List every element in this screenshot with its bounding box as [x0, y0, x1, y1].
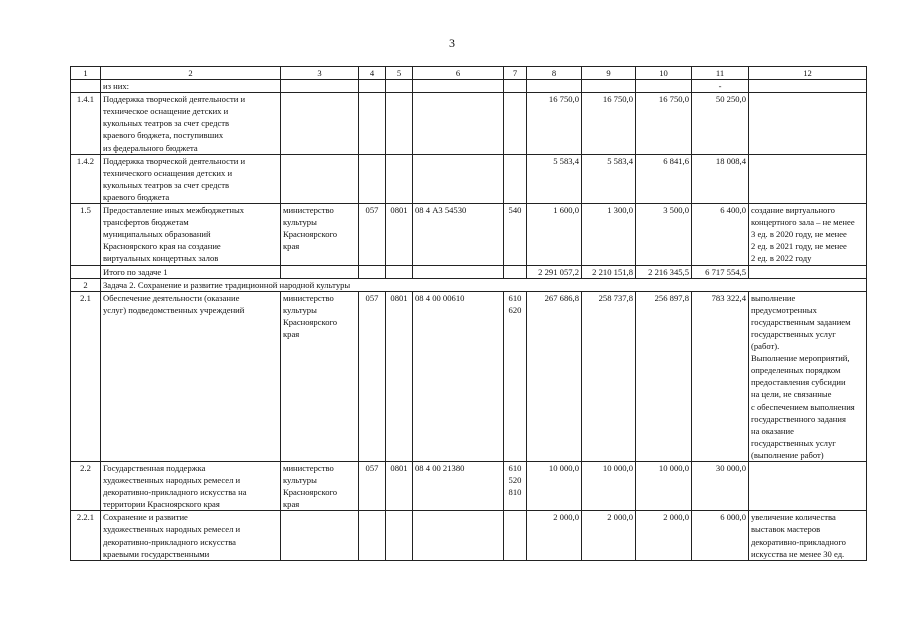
value-2022: 10 000,0: [636, 462, 692, 511]
value-total: 50 250,0: [692, 93, 749, 154]
value-2022: 256 897,8: [636, 291, 692, 461]
table-row: [71, 204, 867, 265]
value-total: 6 717 554,5: [692, 265, 749, 278]
row-name: Предоставление иных межбюджетных трансфертов бюджетам муниципальных образований Красноярского края на создание виртуальных концертных залов: [101, 204, 281, 265]
expected-result: увеличение количества выставок мастеров декоративно-прикладного искусства не менее 30 ед.: [749, 511, 867, 560]
value-2020: 2 000,0: [527, 511, 582, 560]
value-2021: 5 583,4: [582, 154, 636, 203]
row-name: Итого по задаче 1: [101, 265, 281, 278]
budget-table: [70, 66, 867, 561]
page-number: 3: [449, 36, 455, 50]
value-total: 6 400,0: [692, 204, 749, 265]
row-number: 2: [71, 278, 101, 291]
row-number: 2.2: [71, 462, 101, 511]
row-name: Поддержка творческой деятельности и технического оснащения детских и кукольных театров за счет средств краевого бюджета: [101, 154, 281, 203]
row-number: 1.4.2: [71, 154, 101, 203]
value-2021: 258 737,8: [582, 291, 636, 461]
value-2021: 16 750,0: [582, 93, 636, 154]
value-2020: 16 750,0: [527, 93, 582, 154]
value-2022: 3 500,0: [636, 204, 692, 265]
value-total: 18 008,4: [692, 154, 749, 203]
header-cell: 5: [386, 67, 413, 80]
ministry: министерство культуры Красноярского края: [281, 462, 359, 511]
ministry: министерство культуры Красноярского края: [281, 291, 359, 461]
row-number: 1.4.1: [71, 93, 101, 154]
value-2021: 2 210 151,8: [582, 265, 636, 278]
header-cell: 12: [749, 67, 867, 80]
expense-type: 610 620: [504, 291, 527, 461]
row-number: 2.2.1: [71, 511, 101, 560]
header-cell: 9: [582, 67, 636, 80]
value-2022: 16 750,0: [636, 93, 692, 154]
row-name: Поддержка творческой деятельности и техническое оснащение детских и кукольных театров за счет средств краевого бюджета, поступивших из федерального бюджета: [101, 93, 281, 154]
table-row: [71, 80, 867, 93]
grbs-code: 057: [359, 204, 386, 265]
header-cell: 3: [281, 67, 359, 80]
header-row: [71, 67, 867, 80]
section-code: 0801: [386, 204, 413, 265]
row-number: 1.5: [71, 204, 101, 265]
table-row: [71, 291, 867, 461]
header-cell: 2: [101, 67, 281, 80]
target-code: 08 4 00 21380: [413, 462, 504, 511]
row-name: Государственная поддержка художественных народных ремесел и декоративно-прикладного искусства на территории Красноярского края: [101, 462, 281, 511]
grbs-code: 057: [359, 462, 386, 511]
ministry: министерство культуры Красноярского края: [281, 204, 359, 265]
value-total: 783 322,4: [692, 291, 749, 461]
section-heading: Задача 2. Сохранение и развитие традиционной народной культуры: [101, 278, 867, 291]
row-number: 2.1: [71, 291, 101, 461]
header-cell: 4: [359, 67, 386, 80]
table-row: [71, 154, 867, 203]
grbs-code: 057: [359, 291, 386, 461]
row-name: Сохранение и развитие художественных народных ремесел и декоративно-прикладного искусства краевыми государственными: [101, 511, 281, 560]
target-code: 08 4 00 00610: [413, 291, 504, 461]
row-name: из них:: [101, 80, 281, 93]
row-name: Обеспечение деятельности (оказание услуг) подведомственных учреждений: [101, 291, 281, 461]
table-row: [71, 278, 867, 291]
expense-type: 610 520 810: [504, 462, 527, 511]
dash-cell: -: [692, 80, 749, 93]
section-code: 0801: [386, 462, 413, 511]
value-total: 6 000,0: [692, 511, 749, 560]
value-2021: 1 300,0: [582, 204, 636, 265]
header-cell: 11: [692, 67, 749, 80]
expected-result: создание виртуального концертного зала – не менее 3 ед. в 2020 году, не менее 2 ед. в 2021 году, не менее 2 ед. в 2022 году: [749, 204, 867, 265]
value-2021: 10 000,0: [582, 462, 636, 511]
target-code: 08 4 А3 54530: [413, 204, 504, 265]
expense-type: 540: [504, 204, 527, 265]
value-2021: 2 000,0: [582, 511, 636, 560]
header-cell: 6: [413, 67, 504, 80]
header-cell: 8: [527, 67, 582, 80]
header-cell: 10: [636, 67, 692, 80]
value-2020: 267 686,8: [527, 291, 582, 461]
value-2022: 2 216 345,5: [636, 265, 692, 278]
table-row: [71, 511, 867, 560]
header-cell: 1: [71, 67, 101, 80]
value-2020: 10 000,0: [527, 462, 582, 511]
value-2020: 5 583,4: [527, 154, 582, 203]
value-2022: 6 841,6: [636, 154, 692, 203]
expected-result: выполнение предусмотренных государственным заданием государственных услуг (работ). Выполнение мероприятий, определенных порядком предоставления субсидии на цели, не связанные с обеспечением выполнения государственного задания на оказание государственных услуг (выполнение работ): [749, 291, 867, 461]
value-2022: 2 000,0: [636, 511, 692, 560]
value-total: 30 000,0: [692, 462, 749, 511]
table-row: [71, 462, 867, 511]
value-2020: 2 291 057,2: [527, 265, 582, 278]
table-row: [71, 93, 867, 154]
value-2020: 1 600,0: [527, 204, 582, 265]
table-row: [71, 265, 867, 278]
section-code: 0801: [386, 291, 413, 461]
header-cell: 7: [504, 67, 527, 80]
